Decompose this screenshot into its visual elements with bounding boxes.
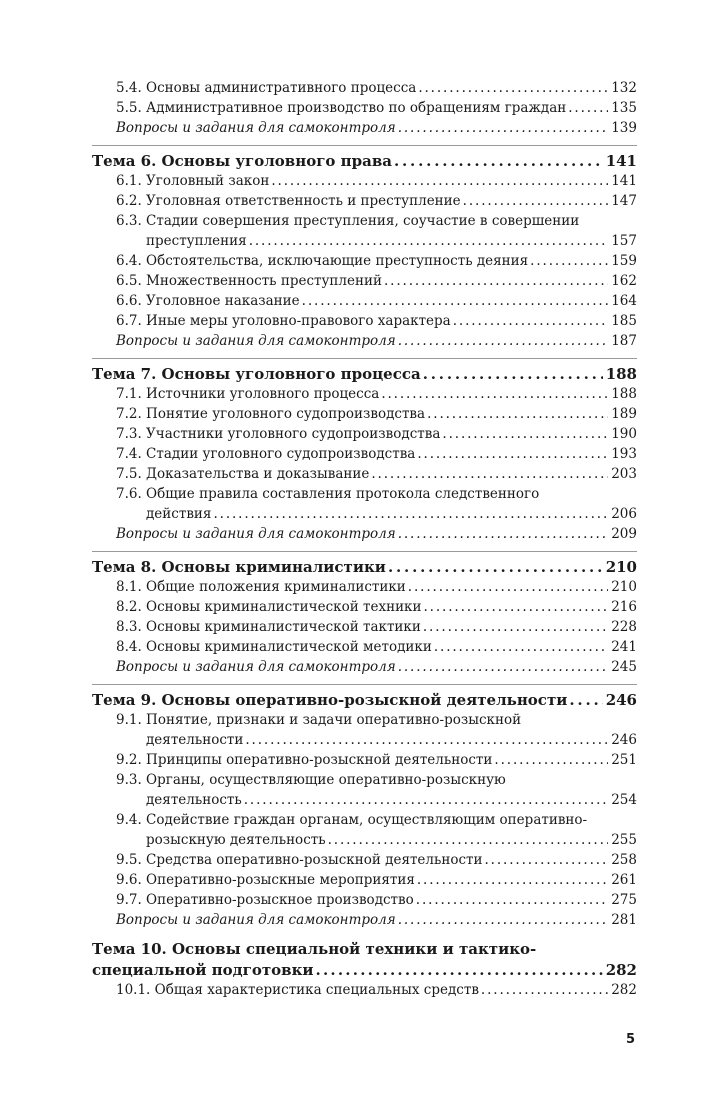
entry-title: Вопросы и задания для самоконтроля xyxy=(116,912,396,928)
toc-section-entry[interactable] xyxy=(92,171,637,191)
entry-page-number: 258 xyxy=(608,850,637,870)
entry-page-number: 210 xyxy=(608,577,637,597)
entry-title: 6.1. Уголовный закон xyxy=(116,173,270,189)
entry-title: Вопросы и задания для самоконтроля xyxy=(116,333,396,349)
entry-title: 8.2. Основы криминалистической техники xyxy=(116,599,422,615)
toc-section-entry[interactable] xyxy=(92,311,637,331)
entry-title: Тема 9. Основы оперативно-розыскной деятельности xyxy=(92,691,568,709)
entry-title: 9.7. Оперативно-розыскное производство xyxy=(116,892,414,908)
toc-section-entry[interactable] xyxy=(92,271,637,291)
entry-page-number: 147 xyxy=(608,191,637,211)
toc-section-entry[interactable] xyxy=(92,870,637,890)
entry-title: 7.5. Доказательства и доказывание xyxy=(116,466,370,482)
entry-title: 9.5. Средства оперативно-розыскной деятельности xyxy=(116,852,483,868)
entry-continuation xyxy=(116,231,637,251)
entry-title-line2: преступления xyxy=(146,233,247,249)
entry-page-number: 157 xyxy=(608,231,637,251)
toc-chapter-entry[interactable] xyxy=(92,557,637,577)
toc-section-entry[interactable] xyxy=(92,78,637,98)
entry-page-number: 135 xyxy=(608,98,637,118)
entry-page-number: 159 xyxy=(608,251,637,271)
entry-page-number: 139 xyxy=(608,118,637,138)
section-divider xyxy=(92,684,637,685)
entry-title-line2: специальной подготовки xyxy=(92,961,314,979)
section-divider xyxy=(92,358,637,359)
entry-title: 6.4. Обстоятельства, исключающие преступность деяния xyxy=(116,253,529,269)
toc-section-entry[interactable] xyxy=(92,444,637,464)
entry-page-number: 216 xyxy=(608,597,637,617)
entry-page-number: 261 xyxy=(608,870,637,890)
toc-section-entry[interactable] xyxy=(92,637,637,657)
table-of-contents xyxy=(92,78,637,1000)
entry-page-number: 189 xyxy=(608,404,637,424)
toc-section-entry[interactable] xyxy=(92,617,637,637)
entry-title-line1: 9.3. Органы, осуществляющие оперативно-розыскную xyxy=(116,772,506,788)
entry-title-line2: действия xyxy=(146,506,212,522)
entry-page-number: 188 xyxy=(608,384,637,404)
page-number: 5 xyxy=(626,1032,636,1047)
entry-page-number: 187 xyxy=(608,331,637,351)
entry-title: 7.4. Стадии уголовного судопроизводства xyxy=(116,446,416,462)
entry-title-line2: деятельности xyxy=(146,732,244,748)
entry-page-number: 206 xyxy=(608,504,637,524)
toc-questions-entry[interactable] xyxy=(92,524,637,544)
entry-page-number: 132 xyxy=(608,78,637,98)
toc-section-entry[interactable] xyxy=(92,484,637,524)
toc-questions-entry[interactable] xyxy=(92,331,637,351)
entry-continuation xyxy=(116,730,637,750)
toc-chapter-entry[interactable] xyxy=(92,690,637,710)
entry-page-number: 162 xyxy=(608,271,637,291)
entry-title: 7.1. Источники уголовного процесса xyxy=(116,386,380,402)
entry-page-number: 228 xyxy=(608,617,637,637)
entry-title: 8.4. Основы криминалистической методики xyxy=(116,639,432,655)
entry-title: Вопросы и задания для самоконтроля xyxy=(116,526,396,542)
toc-section-entry[interactable] xyxy=(92,750,637,770)
toc-chapter-entry[interactable] xyxy=(92,939,637,980)
entry-title: 6.6. Уголовное наказание xyxy=(116,293,300,309)
entry-page-number: 141 xyxy=(603,151,637,171)
entry-title-line1: 6.3. Стадии совершения преступления, соучастие в совершении xyxy=(116,213,580,229)
entry-title-line1: 9.4. Содействие граждан органам, осуществляющим оперативно- xyxy=(116,812,588,828)
entry-page-number: 193 xyxy=(608,444,637,464)
entry-title: Тема 7. Основы уголовного процесса xyxy=(92,365,421,383)
entry-title: 6.2. Уголовная ответственность и преступление xyxy=(116,193,461,209)
entry-page-number: 210 xyxy=(603,557,637,577)
entry-title: 6.5. Множественность преступлений xyxy=(116,273,382,289)
entry-title-line2: розыскную деятельность xyxy=(146,832,326,848)
toc-section-entry[interactable] xyxy=(92,577,637,597)
entry-page-number: 246 xyxy=(603,690,637,710)
entry-page-number: 281 xyxy=(608,910,637,930)
entry-title: 7.2. Понятие уголовного судопроизводства xyxy=(116,406,426,422)
entry-title: 9.2. Принципы оперативно-розыскной деятельности xyxy=(116,752,493,768)
toc-section-entry[interactable] xyxy=(92,710,637,750)
entry-title: Тема 6. Основы уголовного права xyxy=(92,152,392,170)
toc-section-entry[interactable] xyxy=(92,191,637,211)
toc-section-entry[interactable] xyxy=(92,404,637,424)
entry-continuation xyxy=(116,830,637,850)
toc-section-entry[interactable] xyxy=(92,770,637,810)
entry-title: 6.7. Иные меры уголовно-правового характера xyxy=(116,313,451,329)
toc-section-entry[interactable] xyxy=(92,980,637,1000)
toc-chapter-entry[interactable] xyxy=(92,364,637,384)
entry-title: Вопросы и задания для самоконтроля xyxy=(116,120,396,136)
entry-page-number: 282 xyxy=(603,960,637,980)
entry-title: 8.1. Общие положения криминалистики xyxy=(116,579,406,595)
entry-page-number: 209 xyxy=(608,524,637,544)
entry-title-line2: деятельность xyxy=(146,792,242,808)
section-divider xyxy=(92,145,637,146)
toc-section-entry[interactable] xyxy=(92,211,637,251)
entry-page-number: 141 xyxy=(608,171,637,191)
entry-page-number: 190 xyxy=(608,424,637,444)
entry-page-number: 188 xyxy=(603,364,637,384)
toc-section-entry[interactable] xyxy=(92,251,637,271)
entry-title: 10.1. Общая характеристика специальных средств xyxy=(116,982,479,998)
section-divider xyxy=(92,551,637,552)
toc-section-entry[interactable] xyxy=(92,810,637,850)
toc-section-entry[interactable] xyxy=(92,291,637,311)
toc-section-entry[interactable] xyxy=(92,464,637,484)
entry-title: 7.3. Участники уголовного судопроизводства xyxy=(116,426,441,442)
entry-continuation xyxy=(92,960,637,980)
toc-questions-entry[interactable] xyxy=(92,657,637,677)
entry-page-number: 254 xyxy=(608,790,637,810)
toc-questions-entry[interactable] xyxy=(92,910,637,930)
entry-page-number: 282 xyxy=(608,980,637,1000)
entry-title: Вопросы и задания для самоконтроля xyxy=(116,659,396,675)
entry-page-number: 245 xyxy=(608,657,637,677)
entry-title-line1: 9.1. Понятие, признаки и задачи оперативно-розыскной xyxy=(116,712,522,728)
toc-section-entry[interactable] xyxy=(92,384,637,404)
entry-continuation xyxy=(116,504,637,524)
toc-section-entry[interactable] xyxy=(92,98,637,118)
entry-page-number: 255 xyxy=(608,830,637,850)
toc-chapter-entry[interactable] xyxy=(92,151,637,171)
entry-title: 8.3. Основы криминалистической тактики xyxy=(116,619,421,635)
entry-continuation xyxy=(116,790,637,810)
entry-page-number: 241 xyxy=(608,637,637,657)
toc-section-entry[interactable] xyxy=(92,890,637,910)
toc-section-entry[interactable] xyxy=(92,850,637,870)
entry-page-number: 246 xyxy=(608,730,637,750)
entry-page-number: 251 xyxy=(608,750,637,770)
entry-title: 5.5. Административное производство по обращениям граждан xyxy=(116,100,567,116)
entry-title: 5.4. Основы административного процесса xyxy=(116,80,417,96)
entry-page-number: 185 xyxy=(608,311,637,331)
entry-title: Тема 8. Основы криминалистики xyxy=(92,558,386,576)
entry-title-line1: 7.6. Общие правила составления протокола следственного xyxy=(116,486,540,502)
entry-title-line1: Тема 10. Основы специальной техники и тактико- xyxy=(92,940,537,958)
entry-page-number: 203 xyxy=(608,464,637,484)
entry-page-number: 164 xyxy=(608,291,637,311)
toc-section-entry[interactable] xyxy=(92,597,637,617)
toc-questions-entry[interactable] xyxy=(92,118,637,138)
section-gap xyxy=(92,930,637,939)
entry-page-number: 275 xyxy=(608,890,637,910)
toc-section-entry[interactable] xyxy=(92,424,637,444)
entry-title: 9.6. Оперативно-розыскные мероприятия xyxy=(116,872,415,888)
